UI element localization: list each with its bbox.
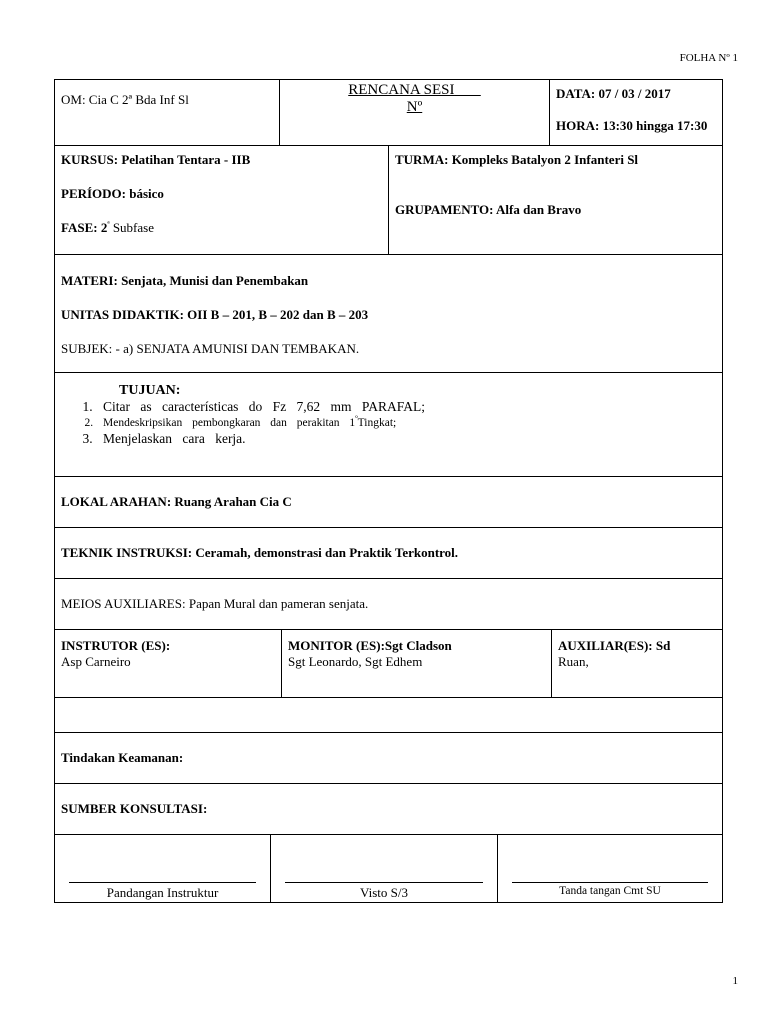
row-signatures — [55, 834, 722, 902]
date-cell — [549, 80, 722, 145]
auxiliar-value: Ruan, — [558, 654, 589, 669]
row-header — [55, 80, 722, 145]
meios-text: MEIOS AUXILIARES: Papan Mural dan pameran senjata. — [61, 596, 369, 611]
signature-label: Pandangan Instruktur — [106, 885, 219, 900]
subjek-line: SUBJEK: - a) SENJATA AMUNISI DAN TEMBAKAN. — [61, 341, 360, 356]
row-tindakan — [55, 732, 722, 783]
monitor-value: Sgt Leonardo, Sgt Edhem — [288, 654, 423, 669]
row-sumber — [55, 783, 722, 834]
row-course — [55, 145, 722, 254]
signature-line — [69, 882, 256, 883]
form-number: Nº — [406, 99, 423, 115]
signature-visto — [270, 835, 497, 902]
row-materi — [55, 254, 722, 372]
sumber-label: SUMBER KONSULTASI: — [61, 801, 208, 816]
instrutor-value: Asp Carneiro — [61, 654, 131, 669]
signature-line — [285, 882, 483, 883]
auxiliar-label: AUXILIAR(ES): Sd — [558, 638, 671, 653]
course-cell — [55, 146, 388, 254]
signature-instruktur — [55, 835, 270, 902]
title-cell — [279, 80, 549, 145]
signature-line — [512, 882, 708, 883]
signature-label: Visto S/3 — [360, 885, 408, 900]
lokal-text: LOKAL ARAHAN: Ruang Arahan Cia C — [61, 494, 292, 509]
fase-line: FASE: $2^ª$ Subfase — [61, 219, 154, 235]
row-teknik — [55, 527, 722, 578]
turma-cell — [388, 146, 722, 254]
tindakan-label: Tindakan Keamanan: — [61, 750, 184, 765]
tujuan-item-2: 2. Mendeskripsikan pembongkaran dan perakitan $1^ºTingkat$; — [103, 415, 716, 431]
auxiliar-cell — [551, 630, 722, 697]
monitor-label: MONITOR (ES):Sgt Cladson — [288, 638, 452, 653]
teknik-text: TEKNIK INSTRUKSI: Ceramah, demonstrasi dan Praktik Terkontrol. — [61, 545, 459, 560]
grupamento-line: GRUPAMENTO: Alfa dan Bravo — [395, 202, 582, 217]
materi-line: MATERI: Senjata, Munisi dan Penembakan — [61, 273, 309, 288]
tujuan-item-1: 1. Citar as características do Fz 7,62 mm PARAFAL; — [103, 399, 716, 415]
monitor-cell — [281, 630, 551, 697]
tujuan-item-3: 3. Menjelaskan cara kerja. — [103, 431, 716, 447]
time-line: HORA: 13:30 hingga 17:30 — [556, 118, 708, 133]
session-plan-form — [54, 79, 723, 903]
om-cell — [55, 80, 279, 145]
periodo-line: PERÍODO: básico — [61, 186, 164, 201]
page-number: 1 — [732, 975, 738, 987]
instrutor-label: INSTRUTOR (ES): — [61, 638, 171, 653]
turma-line: TURMA: Kompleks Batalyon 2 Infanteri Sl — [395, 152, 639, 167]
row-blank — [55, 697, 722, 732]
unitas-line: UNITAS DIDAKTIK: OII B – 201, B – 202 dan B – 203 — [61, 307, 369, 322]
tujuan-title: TUJUAN: — [119, 383, 181, 398]
date-line: DATA: 07 / 03 / 2017 — [556, 86, 671, 101]
row-lokal — [55, 476, 722, 527]
form-title: RENCANA SESI — [348, 82, 455, 98]
signature-cmt — [497, 835, 722, 902]
tujuan-list — [61, 399, 716, 447]
row-staff — [55, 629, 722, 697]
om-text: OM: Cia C 2ª Bda Inf Sl — [61, 92, 189, 107]
row-meios — [55, 578, 722, 629]
signature-label: Tanda tangan Cmt SU — [559, 885, 661, 897]
instrutor-cell — [55, 630, 281, 697]
row-tujuan — [55, 372, 722, 476]
folha-number: FOLHA Nº 1 — [679, 52, 738, 64]
kursus-line: KURSUS: Pelatihan Tentara - IIB — [61, 152, 251, 167]
